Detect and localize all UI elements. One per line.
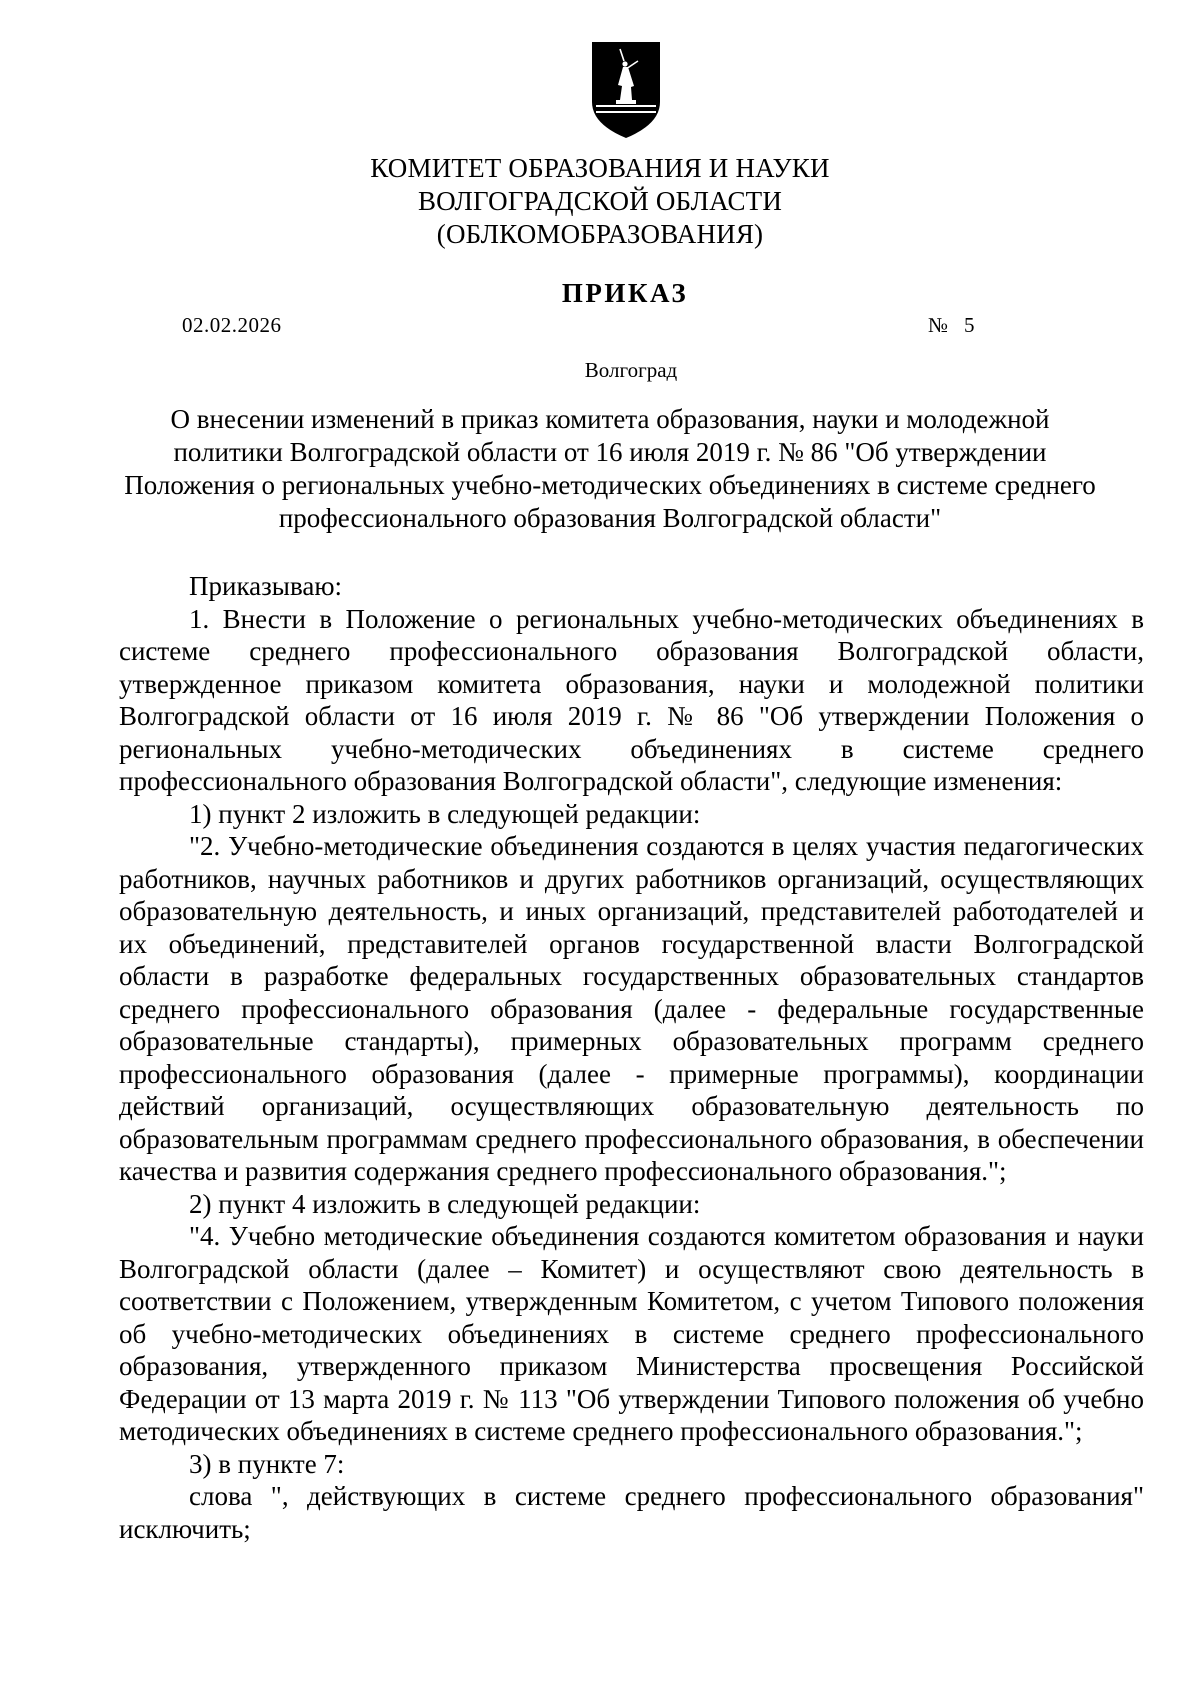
number-sign: № (928, 313, 949, 337)
number-value: 5 (964, 313, 975, 337)
document-date: 02.02.2026 (182, 313, 282, 337)
subject-line: Положения о региональных учебно-методических объединениях в системе среднего (124, 470, 1096, 500)
document-body (119, 570, 1144, 1545)
organization-line: ВОЛГОГРАДСКОЙ ОБЛАСТИ (417, 186, 783, 216)
body-paragraph: "2. Учебно-методические объединения создаются в целях участия педагогических работников, научных работников и других работников организаций, осуществляющих образовательную деятельность, и иных организаций, представителей работодателей и их объединений, представителей органов государственной власти Волгоградской области в разработке федеральных государственных образовательных стандартов среднего профессионального образования (далее - федеральные государственные образовательные стандарты), примерных образовательных программ среднего профессионального образования (далее - примерные программы), координации действий организаций, осуществляющих образовательную деятельность по образовательным программам среднего профессионального образования, в обеспечении качества и развития содержания среднего профессионального образования."; (119, 831, 1144, 1186)
organization-line: (ОБЛКОМОБРАЗОВАНИЯ) (436, 219, 764, 249)
subject-line: О внесении изменений в приказ комитета образования, науки и молодежной (170, 404, 1050, 434)
body-paragraph: слова ", действующих в системе среднего профессионального образования" исключить; (119, 1481, 1144, 1544)
body-paragraph: Приказываю: (189, 571, 342, 601)
organization-line: КОМИТЕТ ОБРАЗОВАНИЯ И НАУКИ (370, 153, 830, 183)
body-paragraph: "4. Учебно методические объединения создаются комитетом образования и науки Волгоградской области (далее – Комитет) и осуществляют свою деятельность в соответствии с Положением, утвержденным Комитетом, с учетом Типового положения об учебно-методических объединениях в системе среднего профессионального образования, утвержденного приказом Министерства просвещения Российской Федерации от 13 марта 2019 г. № 113 "Об утверждении Типового положения об учебно методических объединениях в системе среднего профессионального образования."; (119, 1221, 1144, 1446)
document-type-title: ПРИКАЗ (561, 278, 689, 308)
body-paragraph: 3) в пункте 7: (189, 1448, 345, 1479)
subject-line: профессионального образования Волгоградской области" (278, 503, 942, 533)
coat-of-arms-emblem (590, 40, 662, 140)
body-paragraph: 2) пункт 4 изложить в следующей редакции: (189, 1188, 701, 1219)
document-number (928, 313, 975, 338)
body-paragraph: 1. Внести в Положение о региональных учебно-методических объединениях в системе среднего профессионального образования Волгоградской области, утвержденное приказом комитета образования, науки и молодежной политики Волгоградской области от 16 июля 2019 г. № 86 "Об утверждении Положения о региональных учебно-методических объединениях в системе среднего профессионального образования Волгоградской области", следующие изменения: (119, 603, 1144, 796)
body-paragraph: 1) пункт 2 изложить в следующей редакции: (189, 798, 701, 829)
organization-name (0, 152, 1200, 251)
document-city: Волгоград (584, 358, 678, 382)
document-subject (110, 403, 1110, 535)
subject-line: политики Волгоградской области от 16 июля 2019 г. № 86 "Об утверждении (173, 437, 1047, 467)
